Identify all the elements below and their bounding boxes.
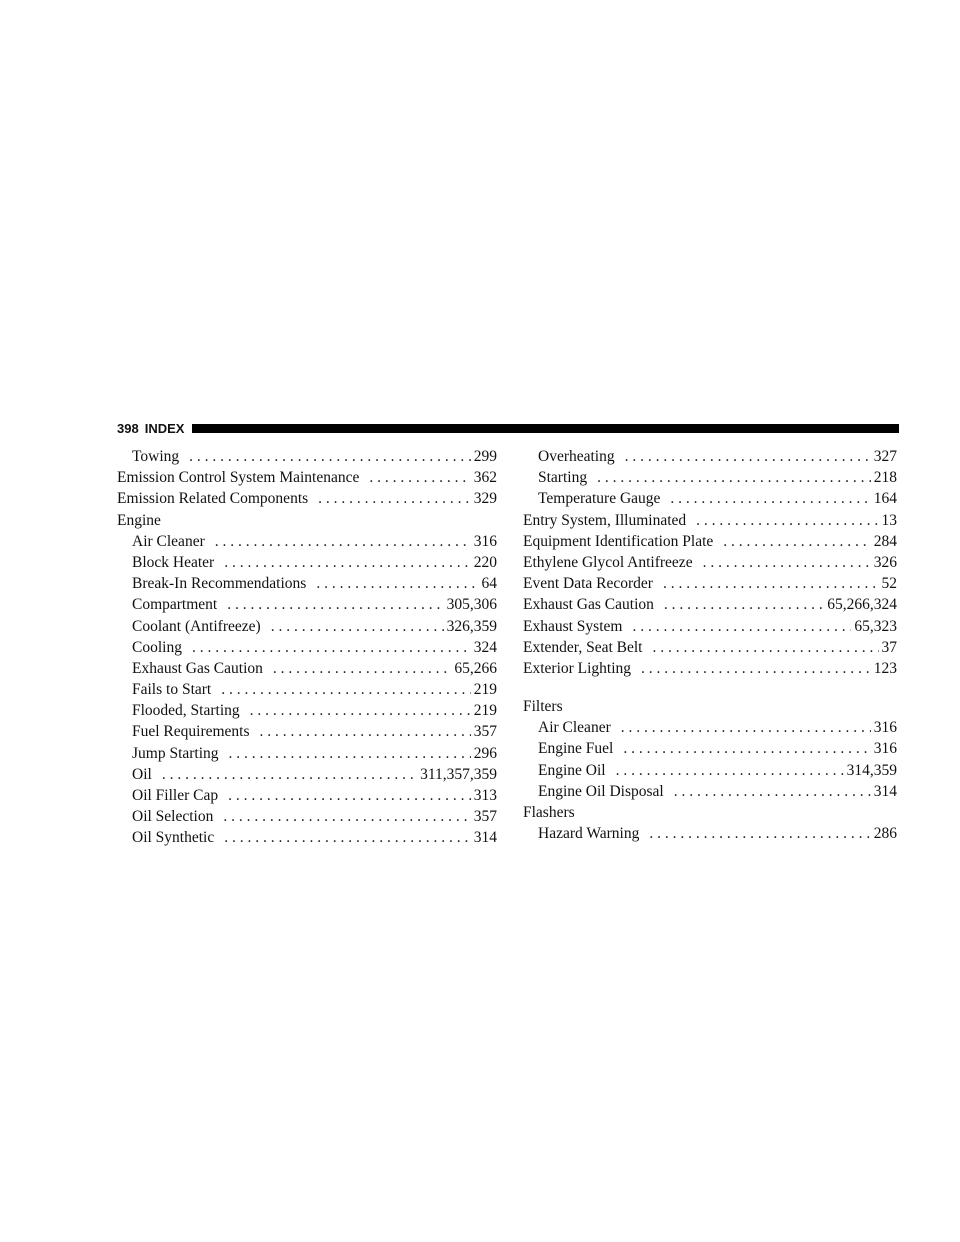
entry-label: Exhaust Gas Caution [132, 659, 263, 677]
entry-page-ref: 219 [473, 681, 497, 699]
leader-dots [625, 446, 871, 467]
entry-label: Equipment Identification Plate [523, 532, 714, 550]
leader-dots [670, 488, 870, 509]
entry-page-ref: 314 [873, 782, 897, 800]
leader-dots [228, 785, 471, 806]
entry-label: Flooded, Starting [132, 702, 240, 720]
entry-page-ref: 316 [473, 532, 497, 550]
entry-label: Break-In Recommendations [132, 575, 307, 593]
index-heading [523, 802, 897, 823]
entry-label: Emission Related Components [117, 490, 309, 508]
entry-page-ref: 65,323 [854, 617, 897, 635]
entry-page-ref: 311,357,359 [420, 765, 497, 783]
header-rule [192, 424, 899, 433]
section-title: INDEX [144, 420, 185, 436]
entry-label: Event Data Recorder [523, 575, 653, 593]
entry-page-ref: 284 [873, 532, 897, 550]
entry-page-ref: 65,266 [454, 659, 497, 677]
entry-page-ref: 329 [473, 490, 497, 508]
index-entry [523, 823, 897, 844]
entry-page-ref: 326,359 [446, 617, 497, 635]
leader-dots [273, 658, 452, 679]
entry-label: Ethylene Glycol Antifreeze [523, 553, 693, 571]
entry-page-ref: 313 [473, 787, 497, 804]
index-entry [523, 446, 897, 467]
entry-page-ref: 13 [881, 511, 897, 529]
index-entry [117, 446, 497, 467]
leader-dots [652, 637, 878, 658]
leader-dots [229, 743, 471, 764]
index-entry [523, 738, 897, 759]
entry-page-ref: 327 [873, 448, 897, 465]
entry-label: Oil Synthetic [132, 829, 215, 847]
index-entry [523, 531, 897, 552]
leader-dots [250, 700, 471, 721]
entry-page-ref: 357 [473, 808, 497, 826]
entry-label: Engine [117, 511, 161, 529]
entry-label: Extender, Seat Belt [523, 638, 643, 656]
index-entry [117, 679, 497, 700]
leader-dots [316, 573, 478, 594]
leader-dots [703, 552, 871, 573]
entry-page-ref: 357 [473, 723, 497, 741]
entry-label: Cooling [132, 638, 182, 656]
entry-label: Oil Filler Cap [132, 787, 219, 804]
leader-dots [723, 531, 870, 552]
leader-dots [162, 764, 417, 785]
entry-label: Exhaust Gas Caution [523, 596, 654, 614]
index-heading [117, 510, 497, 531]
index-entry [523, 760, 897, 781]
entry-label: Coolant (Antifreeze) [132, 617, 261, 635]
index-entry [523, 616, 897, 637]
leader-dots [632, 616, 851, 637]
leader-dots [369, 467, 470, 488]
index-entry [117, 616, 497, 637]
entry-label: Overheating [538, 448, 615, 465]
index-entry [117, 573, 497, 594]
index-entry [117, 827, 497, 848]
entry-label: Oil [132, 765, 152, 783]
entry-page-ref: 219 [473, 702, 497, 720]
entry-page-ref: 64 [481, 575, 497, 593]
index-column-right [523, 446, 897, 844]
entry-label: Air Cleaner [132, 532, 205, 550]
entry-page-ref: 164 [873, 490, 897, 508]
leader-dots [192, 637, 471, 658]
entry-page-ref: 326 [873, 553, 897, 571]
leader-dots [674, 781, 871, 802]
entry-page-ref: 314,359 [846, 761, 897, 779]
leader-dots [223, 806, 470, 827]
entry-label: Air Cleaner [538, 719, 611, 737]
entry-label: Compartment [132, 596, 218, 614]
leader-dots [224, 827, 471, 848]
index-entry [523, 637, 897, 658]
index-entry [117, 531, 497, 552]
entry-label: Jump Starting [132, 744, 219, 762]
entry-page-ref: 218 [873, 469, 897, 487]
entry-label: Exhaust System [523, 617, 623, 635]
entry-page-ref: 316 [873, 719, 897, 737]
leader-dots [597, 467, 871, 488]
leader-dots [623, 738, 870, 759]
leader-dots [641, 658, 871, 679]
leader-dots [318, 488, 471, 509]
index-entry [523, 510, 897, 531]
index-heading [523, 696, 897, 717]
index-entry [117, 700, 497, 721]
entry-label: Oil Selection [132, 808, 214, 826]
index-entry [523, 658, 897, 679]
index-entry [523, 552, 897, 573]
leader-dots [224, 552, 471, 573]
entry-spacer [523, 679, 897, 696]
index-entry [117, 637, 497, 658]
leader-dots [215, 531, 471, 552]
entry-label: Towing [132, 448, 180, 465]
entry-label: Fails to Start [132, 681, 212, 699]
entry-page-ref: 37 [881, 638, 897, 656]
entry-label: Hazard Warning [538, 825, 640, 843]
entry-page-ref: 362 [473, 469, 497, 487]
index-column-left [117, 446, 497, 849]
leader-dots [696, 510, 878, 531]
entry-label: Engine Fuel [538, 740, 614, 758]
entry-page-ref: 299 [473, 448, 497, 465]
entry-page-ref: 65,266,324 [827, 596, 897, 614]
entry-page-ref: 324 [473, 638, 497, 656]
index-entry [117, 488, 497, 509]
entry-label: Emission Control System Maintenance [117, 469, 360, 487]
leader-dots [189, 446, 471, 467]
leader-dots [663, 573, 879, 594]
entry-page-ref: 316 [873, 740, 897, 758]
index-entry [117, 467, 497, 488]
index-entry [523, 573, 897, 594]
index-entry [523, 781, 897, 802]
leader-dots [271, 616, 444, 637]
entry-label: Engine Oil [538, 761, 606, 779]
page-number: 398 [117, 420, 139, 436]
index-entry [523, 594, 897, 615]
entry-page-ref: 123 [873, 659, 897, 677]
index-entry [523, 467, 897, 488]
leader-dots [649, 823, 870, 844]
entry-label: Temperature Gauge [538, 490, 661, 508]
index-entry [117, 721, 497, 742]
index-entry [523, 488, 897, 509]
entry-page-ref: 305,306 [446, 596, 497, 614]
index-entry [117, 806, 497, 827]
leader-dots [221, 679, 471, 700]
index-entry [523, 717, 897, 738]
entry-label: Starting [538, 469, 588, 487]
index-entry [117, 764, 497, 785]
entry-label: Engine Oil Disposal [538, 782, 664, 800]
leader-dots [664, 594, 824, 615]
entry-label: Exterior Lighting [523, 659, 632, 677]
leader-dots [616, 760, 844, 781]
entry-page-ref: 220 [473, 553, 497, 571]
leader-dots [227, 594, 443, 615]
entry-label: Block Heater [132, 553, 215, 571]
index-entry [117, 743, 497, 764]
index-entry [117, 594, 497, 615]
entry-page-ref: 52 [881, 575, 897, 593]
page-header [117, 418, 899, 438]
entry-page-ref: 296 [473, 744, 497, 762]
entry-label: Flashers [523, 804, 575, 821]
leader-dots [260, 721, 471, 742]
entry-label: Fuel Requirements [132, 723, 250, 741]
leader-dots [621, 717, 871, 738]
index-entry [117, 658, 497, 679]
entry-label: Entry System, Illuminated [523, 511, 687, 529]
entry-label: Filters [523, 698, 563, 716]
index-entry [117, 785, 497, 806]
entry-page-ref: 314 [473, 829, 497, 847]
index-entry [117, 552, 497, 573]
entry-page-ref: 286 [873, 825, 897, 843]
